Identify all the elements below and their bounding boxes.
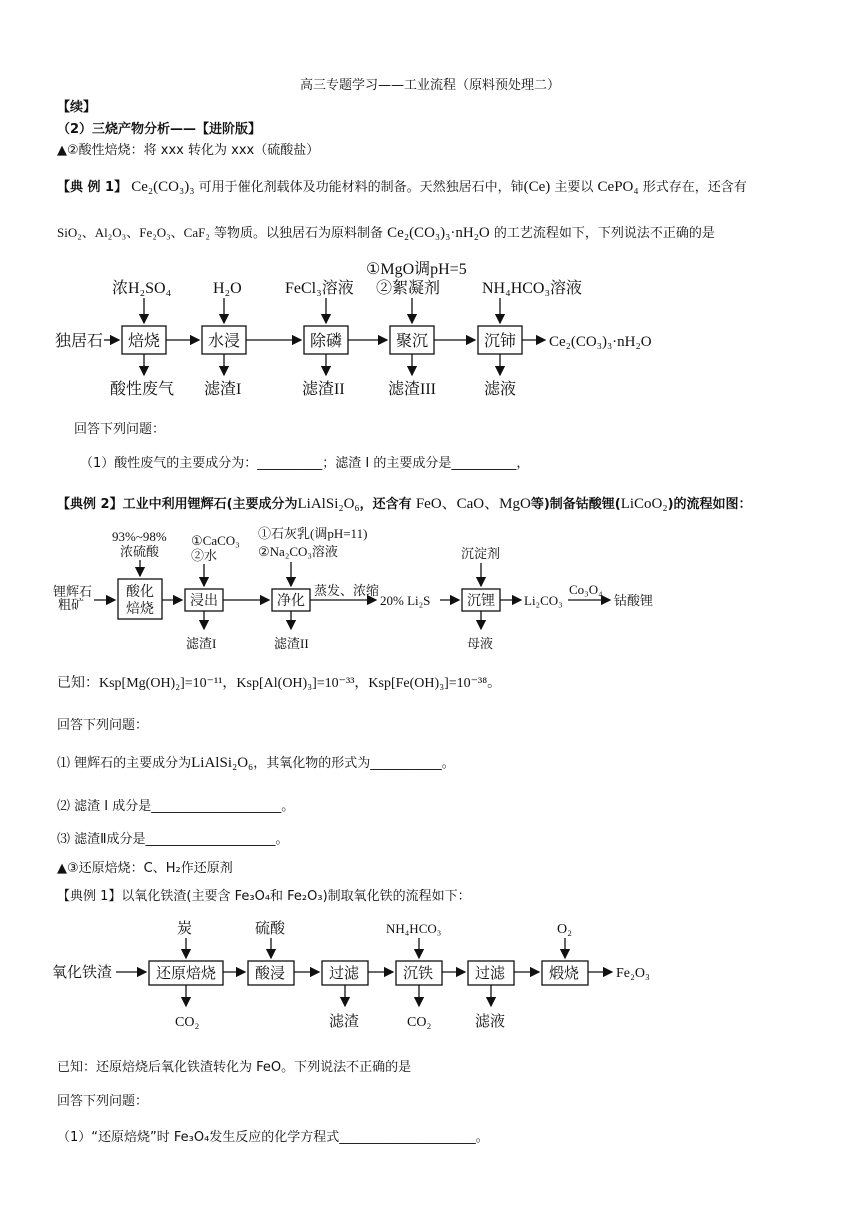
- formula-impurities: SiO₂、Al₂O₃、Fe₂O₃、CaF₂: [57, 225, 210, 240]
- acid-roast-heading: ▲②酸性焙烧：将 xxx 转化为 xxx（硫酸盐）: [57, 143, 320, 158]
- flow2-output: 母液: [467, 636, 494, 651]
- flow2-input: 沉淀剂: [461, 546, 501, 561]
- section-heading: （2）三烧产物分析——【进阶版】: [57, 122, 262, 137]
- flow2-input: 93%~98%: [112, 529, 167, 544]
- flow1-product: Ce₂(CO₃)₃·nH₂O: [549, 334, 652, 350]
- example1-tag: 【典 例 1】: [57, 180, 128, 195]
- page-title: 高三专题学习——工业流程（原料预处理二）: [300, 78, 561, 93]
- flow2-product: 钴酸锂: [614, 593, 654, 608]
- question-1-1: （1）酸性废气的主要成分为：__________；滤渣 I 的主要成分是__________，: [80, 456, 530, 471]
- flow3-step: 煅烧: [549, 966, 580, 982]
- flow2-step: 酸化: [126, 585, 154, 600]
- flow1-step: 除磷: [310, 333, 343, 350]
- text: 等)制备钴酸锂(: [530, 497, 621, 512]
- flow1-step: 沉铈: [484, 333, 517, 350]
- flow1-step: 焙烧: [128, 333, 161, 350]
- text: ，还含有: [359, 497, 412, 512]
- formula-spodumene: LiAlSi₂O₆: [191, 755, 254, 771]
- flow3-start: 氧化铁渣: [52, 965, 113, 981]
- flow2-start: 粗矿: [58, 597, 85, 612]
- flow2-input: ②水: [191, 548, 218, 563]
- known-reduction: 已知：还原焙烧后氧化铁渣转化为 FeO。下列说法不正确的是: [57, 1060, 412, 1075]
- flow2-step: 浸出: [190, 594, 218, 609]
- question-2-2: ⑵ 滤渣 I 成分是____________________。: [57, 799, 295, 814]
- flow3-step: 还原焙烧: [156, 966, 217, 982]
- text: 的工艺流程如下，下列说法不正确的是: [493, 226, 715, 241]
- flow2-input: ①CaCO₃: [191, 533, 240, 548]
- flow1-output: 滤渣III: [388, 381, 436, 398]
- flow3-input: O₂: [557, 922, 572, 937]
- flow1-output: 酸性废气: [110, 381, 175, 398]
- answer-prompt-1: 回答下列问题：: [74, 422, 166, 437]
- flow1-input: ②絮凝剂: [376, 280, 441, 297]
- text: )的流程如图：: [667, 497, 752, 512]
- answer-prompt-3: 回答下列问题：: [57, 1094, 149, 1109]
- flow1-input-top: ①MgO调pH=5: [366, 261, 467, 278]
- flow2-step: 沉锂: [467, 594, 495, 609]
- flow1-start: 独居石: [55, 333, 104, 350]
- flow3-output: 滤液: [475, 1014, 506, 1030]
- flow3-step: 酸浸: [255, 966, 286, 982]
- text: ⑴ 锂辉石的主要成分为: [57, 756, 192, 771]
- formula-ce: (Ce): [523, 179, 551, 195]
- flow1-step: 聚沉: [396, 333, 429, 350]
- flow3-input: 炭: [177, 921, 193, 937]
- formula-spodumene: LiAlSi₂O₆: [297, 496, 360, 512]
- flow2-intermediate: 20% Li₂S: [380, 593, 431, 608]
- example3-intro: 【典例 1】以氧化铁渣(主要含 Fe₃O₄和 Fe₂O₃)制取氧化铁的流程如下：: [57, 889, 471, 904]
- formula-product: Ce₂(CO₃)₃·nH₂O: [387, 225, 490, 241]
- formula-impurities: FeO、CaO、MgO: [415, 496, 531, 512]
- text: 主要以: [554, 180, 594, 195]
- flow2-step: 净化: [277, 594, 305, 609]
- flow2-li2co3: Li₂CO₃: [524, 593, 563, 608]
- flow1-output: 滤渣I: [204, 381, 242, 398]
- known-ksp: 已知：Ksp[Mg(OH)₂]=10⁻¹¹，Ksp[Al(OH)₃]=10⁻³³，Ksp[Fe(OH)₃]=10⁻³⁸。: [57, 676, 502, 691]
- flow3-input: 硫酸: [255, 921, 286, 937]
- flow3-step: 过滤: [475, 966, 506, 982]
- flow1-output: 滤渣II: [302, 381, 345, 398]
- flow1-input: H₂O: [213, 280, 242, 297]
- text: 等物质。以独居石为原料制备: [214, 226, 384, 241]
- flow3-output: CO₂: [407, 1015, 432, 1030]
- flow2-input: ①石灰乳(调pH=11): [258, 526, 368, 541]
- flow3-output: CO₂: [175, 1015, 200, 1030]
- formula-ce2co33: Ce₂(CO₃)₃: [131, 179, 195, 195]
- flow3-step: 过滤: [329, 966, 360, 982]
- flow1-input: FeCl₃溶液: [285, 280, 354, 297]
- continued-label: 【续】: [57, 100, 97, 115]
- flow1-input: 浓H₂SO₄: [112, 280, 172, 297]
- flow3-product: Fe₂O₃: [616, 966, 650, 981]
- flow2-input: ②Na₂CO₃溶液: [258, 544, 338, 559]
- flow1-step: 水浸: [208, 333, 241, 350]
- flow2-output: 滤渣I: [186, 636, 217, 651]
- text: ，其氧化物的形式为___________。: [253, 756, 455, 771]
- text: 【典例 2】工业中利用锂辉石(主要成分为: [57, 497, 298, 512]
- flow2-step: 焙烧: [126, 602, 154, 617]
- formula-cepo4: CePO₄: [597, 179, 639, 195]
- flow2-output: 滤渣II: [274, 636, 309, 651]
- flow3-output: 滤渣: [329, 1014, 360, 1030]
- question-3-1: （1）“还原焙烧”时 Fe₃O₄发生反应的化学方程式_____________________。: [57, 1130, 489, 1145]
- flow2-start: 锂辉石: [53, 584, 93, 599]
- question-2-3: ⑶ 滤渣Ⅱ成分是____________________。: [57, 832, 289, 847]
- flow1-output: 滤液: [484, 381, 517, 398]
- text: 可用于催化剂载体及功能材料的制备。天然独居石中，铈: [198, 180, 524, 195]
- flow3-input: NH₄HCO₃: [386, 921, 442, 936]
- reduction-roast-heading: ▲③还原焙烧：C、H₂作还原剂: [57, 861, 233, 876]
- text: 形式存在，还含有: [642, 180, 747, 195]
- flow2-arrow-label: 蒸发、浓缩: [314, 583, 380, 598]
- flow2-reagent-co3o4: Co₃O₄: [569, 582, 603, 597]
- answer-prompt-2: 回答下列问题：: [57, 718, 149, 733]
- flow3-step: 沉铁: [403, 966, 434, 982]
- formula-licoo2: LiCoO₂: [620, 496, 668, 512]
- flow1-input: NH₄HCO₃溶液: [482, 280, 583, 297]
- flow2-input: 浓硫酸: [120, 544, 160, 559]
